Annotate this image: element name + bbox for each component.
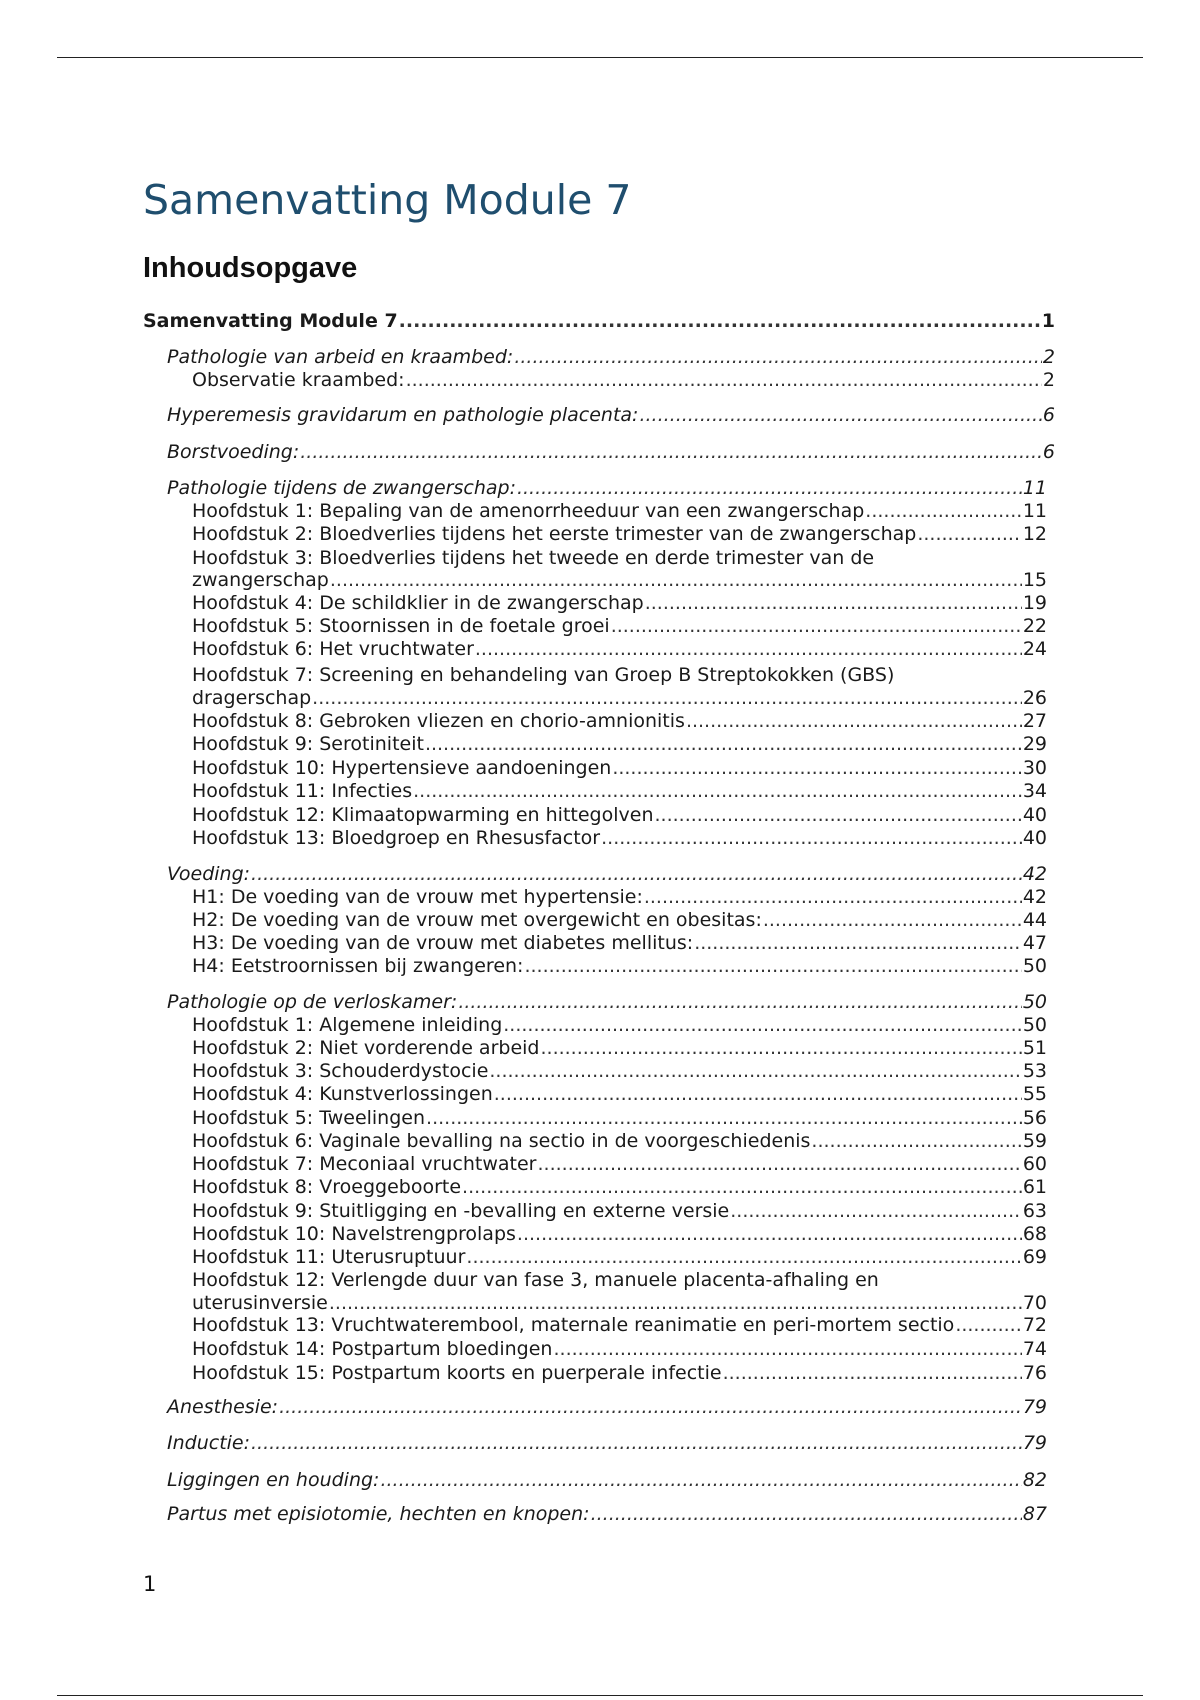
toc-entry[interactable]: Borstvoeding: ..... 6: [143, 441, 1055, 464]
toc-entry[interactable]: Observatie kraambed: ..... 2: [143, 369, 1055, 392]
toc-entry[interactable]: Samenvatting Module 7 ..... 1: [143, 310, 1055, 333]
toc-entry-line1: Hoofdstuk 7: Screening en behandeling van Groep B Streptokokken (GBS): [192, 664, 895, 686]
document-title: Samenvatting Module 7: [143, 176, 632, 224]
toc-entry[interactable]: Hoofdstuk 10: Hypertensieve aandoeningen ..... 30: [143, 757, 1047, 780]
toc-entry[interactable]: Hoofdstuk 12: Klimaatopwarming en hittegolven ..... 40: [143, 804, 1047, 827]
toc-entry[interactable]: Hoofdstuk 8: Gebroken vliezen en chorio-amnionitis ..... 27: [143, 710, 1047, 733]
toc-entry[interactable]: H2: De voeding van de vrouw met overgewicht en obesitas: ..... 44: [143, 909, 1047, 932]
toc-entry[interactable]: Pathologie van arbeid en kraambed: ..... 2: [143, 346, 1055, 369]
toc-entry[interactable]: Voeding: ..... 42: [143, 863, 1047, 886]
toc-entry[interactable]: Hoofdstuk 7: Meconiaal vruchtwater ..... 60: [143, 1153, 1047, 1176]
toc-entry[interactable]: Anesthesie: ..... 79: [143, 1396, 1047, 1419]
toc-entry[interactable]: uterusinversie ..... 70: [143, 1292, 1047, 1315]
toc-entry[interactable]: Hoofdstuk 9: Serotiniteit ..... 29: [143, 733, 1047, 756]
toc-entry[interactable]: dragerschap ..... 26: [143, 687, 1047, 710]
toc-entry[interactable]: Hoofdstuk 9: Stuitligging en -bevalling en externe versie ..... 63: [143, 1200, 1047, 1223]
toc-entry-line1: Hoofdstuk 3: Bloedverlies tijdens het tweede en derde trimester van de: [192, 547, 875, 569]
toc-entry[interactable]: Hoofdstuk 4: Kunstverlossingen ..... 55: [143, 1083, 1047, 1106]
toc-entry[interactable]: Hoofdstuk 13: Bloedgroep en Rhesusfactor ..... 40: [143, 827, 1047, 850]
toc-entry[interactable]: H3: De voeding van de vrouw met diabetes mellitus: ..... 47: [143, 932, 1047, 955]
toc-entry[interactable]: Inductie: ..... 79: [143, 1432, 1047, 1455]
toc-entry[interactable]: Hoofdstuk 11: Infecties ..... 34: [143, 780, 1047, 803]
toc-entry[interactable]: Hoofdstuk 5: Tweelingen ..... 56: [143, 1107, 1047, 1130]
toc-entry[interactable]: Hoofdstuk 1: Algemene inleiding ..... 50: [143, 1014, 1047, 1037]
page-number: 1: [143, 1572, 157, 1596]
toc-entry[interactable]: Hoofdstuk 4: De schildklier in de zwangerschap ..... 19: [143, 592, 1047, 615]
toc-entry[interactable]: Hoofdstuk 6: Het vruchtwater ..... 24: [143, 638, 1047, 661]
toc-entry[interactable]: Hoofdstuk 8: Vroeggeboorte ..... 61: [143, 1176, 1047, 1199]
toc-entry[interactable]: Pathologie tijdens de zwangerschap: ..... 11: [143, 477, 1047, 500]
header-rule: [57, 57, 1143, 58]
toc-entry[interactable]: H1: De voeding van de vrouw met hypertensie: ..... 42: [143, 886, 1047, 909]
toc-entry[interactable]: Hoofdstuk 2: Niet vorderende arbeid ..... 51: [143, 1037, 1047, 1060]
toc-entry[interactable]: Hoofdstuk 14: Postpartum bloedingen ..... 74: [143, 1338, 1047, 1361]
toc-entry[interactable]: Hoofdstuk 6: Vaginale bevalling na sectio in de voorgeschiedenis ..... 59: [143, 1130, 1047, 1153]
toc-heading: Inhoudsopgave: [143, 252, 358, 284]
toc-entry[interactable]: Hoofdstuk 2: Bloedverlies tijdens het eerste trimester van de zwangerschap ..... 12: [143, 523, 1047, 546]
toc-entry[interactable]: Liggingen en houding: ..... 82: [143, 1469, 1047, 1492]
toc-entry-line1: Hoofdstuk 12: Verlengde duur van fase 3, manuele placenta-afhaling en: [192, 1269, 879, 1291]
toc-entry[interactable]: zwangerschap ..... 15: [143, 569, 1047, 592]
toc-entry[interactable]: Hoofdstuk 10: Navelstrengprolaps ..... 68: [143, 1223, 1047, 1246]
toc-entry[interactable]: Hoofdstuk 1: Bepaling van de amenorrheeduur van een zwangerschap ..... 11: [143, 500, 1047, 523]
footer-rule: [57, 1695, 1143, 1696]
toc-entry[interactable]: Hoofdstuk 13: Vruchtwaterembool, maternale reanimatie en peri-mortem sectio ..... 72: [143, 1314, 1047, 1337]
toc-entry[interactable]: Hoofdstuk 15: Postpartum koorts en puerperale infectie ..... 76: [143, 1362, 1047, 1385]
toc-entry[interactable]: Hoofdstuk 5: Stoornissen in de foetale groei ..... 22: [143, 615, 1047, 638]
toc-entry[interactable]: Hoofdstuk 11: Uterusruptuur ..... 69: [143, 1246, 1047, 1269]
toc-entry[interactable]: Pathologie op de verloskamer: ..... 50: [143, 991, 1047, 1014]
toc-entry[interactable]: Hoofdstuk 3: Schouderdystocie ..... 53: [143, 1060, 1047, 1083]
toc-entry[interactable]: Hyperemesis gravidarum en pathologie placenta: ..... 6: [143, 404, 1055, 427]
toc-entry[interactable]: H4: Eetstroornissen bij zwangeren: ..... 50: [143, 955, 1047, 978]
toc-entry[interactable]: Partus met episiotomie, hechten en knopen: ..... 87: [143, 1503, 1047, 1526]
